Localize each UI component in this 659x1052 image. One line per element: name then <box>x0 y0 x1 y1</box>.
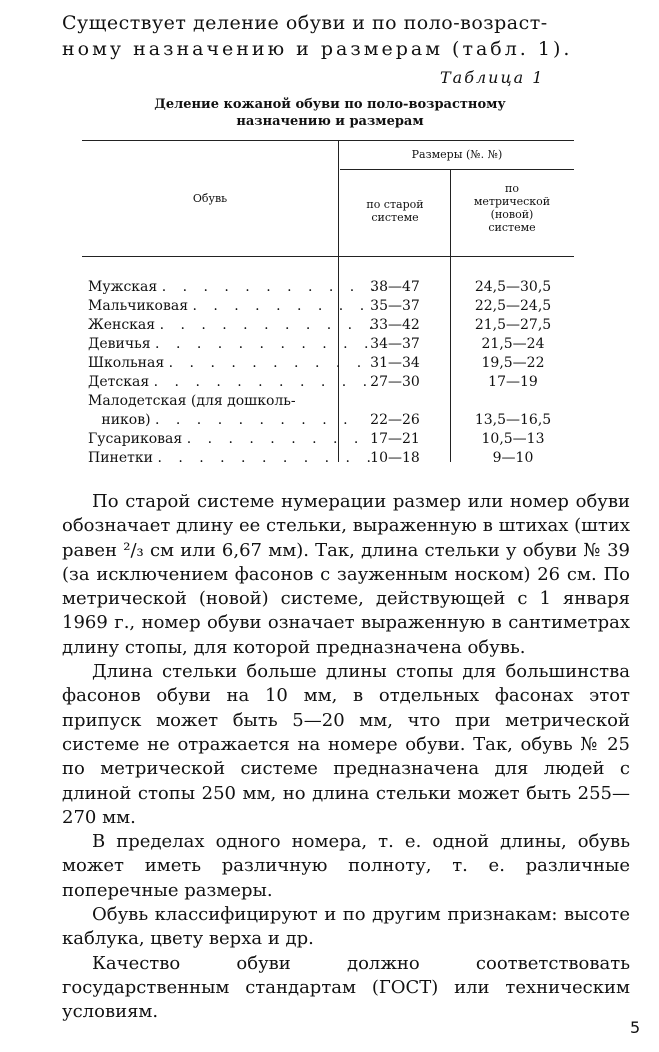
paragraph: В пределах одного номера, т. е. одной длины, обувь может иметь различную полноту, т. е. различные поперечные размеры. <box>62 831 630 901</box>
table-row <box>82 392 574 430</box>
table-title-line-1: Деление кожаной обуви по поло-возрастному <box>154 97 506 112</box>
paragraph: По старой системе нумерации размер или номер обуви обозначает длину ее стельки, выраженную в штихах (штих равен ²/₃ см или 6,67 мм). Так, длина стельки у обуви № 39 (за исключением фасонов с зауженным носком) 26 см. По метрической (новой) системе, действующей с 1 января 1969 г., номер обуви означает выраженную в сантиметрах длину стопы, для которой предназначена обувь. <box>62 491 630 658</box>
row-name: Девичья . . . . . . . . . . . <box>88 336 375 352</box>
row-old-size: 10—18 <box>370 450 420 466</box>
row-new-size: 24,5—30,5 <box>474 279 552 295</box>
row-new-size: 21,5—24 <box>481 336 545 352</box>
table-row <box>82 335 574 354</box>
row-old-size: 31—34 <box>370 355 420 371</box>
intro-line-2: ному назначению и размерам (табл. 1). <box>62 38 573 60</box>
row-old-size: 17—21 <box>370 431 420 447</box>
table-sizes-rule <box>340 169 574 170</box>
row-name: Школьная . . . . . . . . . . <box>88 355 368 371</box>
row-new-size: 10,5—13 <box>481 431 545 447</box>
table-row <box>82 278 574 297</box>
row-name: Гусариковая . . . . . . . . . <box>88 431 365 447</box>
table-row <box>82 316 574 335</box>
table-label: Таблица 1 <box>440 68 545 87</box>
row-name-line-1: Малодетская (для дошколь- <box>88 393 296 409</box>
row-new-size: 9—10 <box>492 450 534 466</box>
row-old-size: 22—26 <box>370 412 420 428</box>
size-table <box>82 140 574 466</box>
intro-text <box>62 10 622 62</box>
table-row <box>82 373 574 392</box>
row-old-size: 33—42 <box>370 317 420 333</box>
row-old-size: 27—30 <box>370 374 420 390</box>
header-sizes: Размеры (№. №) <box>411 148 503 161</box>
row-old-size: 34—37 <box>370 336 420 352</box>
row-old-size: 35—37 <box>370 298 420 314</box>
paragraph: Обувь классифицируют и по другим признакам: высоте каблука, цвету верха и др. <box>62 904 630 950</box>
intro-line-1: Существует деление обуви и по поло-возраст- <box>62 12 548 34</box>
header-new-system: по метрической (новой) системе <box>473 182 551 234</box>
table-row <box>82 449 574 468</box>
table-row <box>82 430 574 449</box>
row-new-size: 22,5—24,5 <box>474 298 552 314</box>
header-footwear: Обувь <box>192 192 228 205</box>
table-title-line-2: назначению и размерам <box>236 114 424 129</box>
row-name: Пинетки . . . . . . . . . . . <box>88 450 377 466</box>
table-row <box>82 354 574 373</box>
row-new-size: 21,5—27,5 <box>474 317 552 333</box>
row-name: Мужская . . . . . . . . . . . <box>88 279 382 295</box>
paragraph: Качество обуви должно соответствовать государственным стандартам (ГОСТ) или техническим условиям. <box>62 952 630 1023</box>
body-text <box>62 490 630 1025</box>
row-name: Женская . . . . . . . . . . . <box>88 317 380 333</box>
row-new-size: 19,5—22 <box>481 355 545 371</box>
paragraph: Длина стельки больше длины стопы для большинства фасонов обуви на 10 мм, в отдельных фасонах этот припуск может быть 5—20 мм, что при метрической системе не отражается на номере обуви. Так, обувь № 25 по метрической системе предназначена для людей с длиной стопы 250 мм, но длина стельки может быть 255—270 мм. <box>62 661 630 828</box>
row-name: Мальчиковая . . . . . . . . . <box>88 298 371 314</box>
row-name-line-2: ников) . . . . . . . . . . <box>101 412 354 428</box>
table-header-rule <box>82 256 574 257</box>
table-top-rule <box>82 140 574 141</box>
row-name: Детская . . . . . . . . . . . <box>88 374 374 390</box>
row-new-size: 13,5—16,5 <box>474 412 552 428</box>
page-number: 5 <box>630 1018 641 1037</box>
row-old-size: 38—47 <box>370 279 420 295</box>
table-title <box>110 96 550 130</box>
table-row <box>82 297 574 316</box>
table-body <box>82 278 574 468</box>
row-new-size: 17—19 <box>488 374 538 390</box>
header-old-system: по старой системе <box>366 198 424 224</box>
